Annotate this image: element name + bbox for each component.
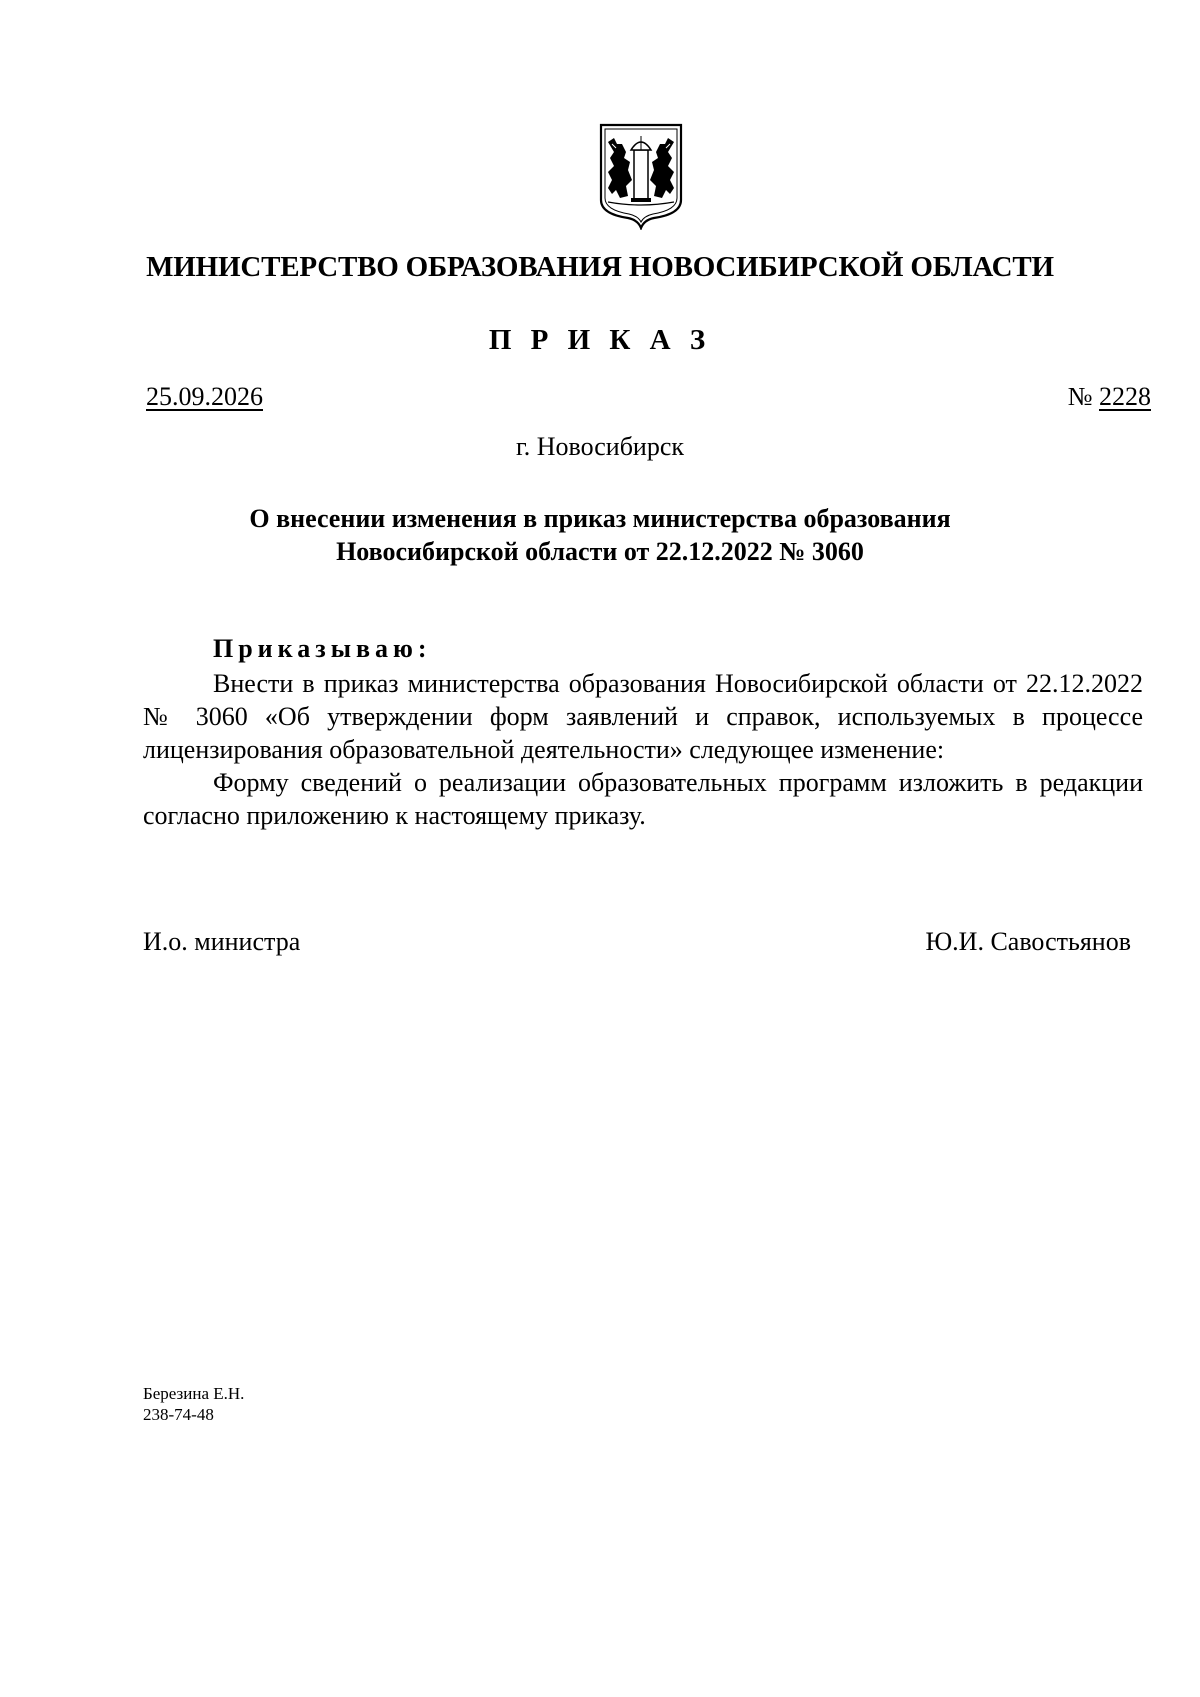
signatory-name: Ю.И. Савостьянов <box>925 927 1131 956</box>
order-subject <box>150 502 1050 568</box>
ministry-name: МИНИСТЕРСТВО ОБРАЗОВАНИЯ НОВОСИБИРСКОЙ ОБЛАСТИ <box>146 251 1054 283</box>
order-number-value: 2228 <box>1099 382 1151 411</box>
coat-of-arms-emblem <box>598 122 684 230</box>
executor-phone: 238-74-48 <box>143 1405 214 1424</box>
order-number <box>1068 380 1151 414</box>
order-date: 25.09.2026 <box>146 382 263 411</box>
document-type-title: П Р И К А З <box>488 324 712 356</box>
order-paragraph: Внести в приказ министерства образования Новосибирской области от 22.12.2022 № 3060 «Об утверждении форм заявлений и справок, используемых в процессе лицензирования образовательной деятельности» следующее изменение: <box>143 669 1143 764</box>
signatory-role: И.о. министра <box>143 927 301 956</box>
order-number-prefix: № <box>1067 382 1099 411</box>
executor-block <box>143 1383 244 1425</box>
order-subject-line-1: О внесении изменения в приказ министерства образования <box>249 504 951 533</box>
order-paragraph: Форму сведений о реализации образовательных программ изложить в редакции согласно приложению к настоящему приказу. <box>143 768 1143 830</box>
order-body <box>143 667 1143 832</box>
directive-heading: Приказываю: <box>213 634 432 663</box>
city-line: г. Новосибирск <box>515 432 685 461</box>
order-subject-line-2: Новосибирской области от 22.12.2022 № 3060 <box>336 537 864 566</box>
executor-name: Березина Е.Н. <box>143 1384 245 1403</box>
